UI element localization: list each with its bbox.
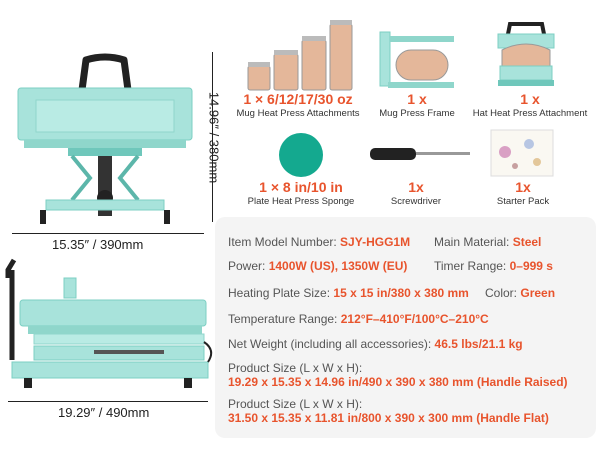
sponge-icon: [277, 131, 325, 179]
accessory-qty: 1 × 6/12/17/30 oz: [243, 91, 353, 107]
spec-power: [228, 259, 407, 273]
accessory-name: Hat Heat Press Attachment: [472, 108, 588, 119]
heat-press-side-view: [4, 250, 214, 400]
spec-color: [485, 286, 555, 300]
spec-label: Heating Plate Size:: [228, 286, 331, 300]
starter-pack-icon: [489, 128, 555, 178]
side-width-label: 19.29″ / 490mm: [58, 405, 150, 420]
accessory-name: Starter Pack: [496, 196, 550, 207]
spec-value: 46.5 lbs/21.1 kg: [434, 337, 523, 351]
spec-value: 15 x 15 in/380 x 380 mm: [333, 286, 469, 300]
accessory-mug-attachments: [228, 92, 368, 119]
spec-value: Steel: [512, 235, 542, 249]
accessory-name: Mug Press Frame: [379, 108, 455, 119]
screwdriver-icon: [368, 144, 474, 164]
accessory-starter-pack: [478, 180, 568, 207]
accessory-name: Mug Heat Press Attachments: [236, 108, 360, 119]
accessory-sponge: [236, 180, 366, 207]
accessory-screwdriver: [376, 180, 456, 207]
spec-label: Temperature Range:: [228, 312, 338, 326]
hat-attachment-icon: [490, 20, 562, 90]
front-width-line: [12, 233, 204, 234]
spec-value: 19.29 x 15.35 x 14.96 in/490 x 390 x 380 mm (Handle Raised): [228, 375, 568, 389]
spec-label: Item Model Number:: [228, 235, 337, 249]
accessory-qty: 1 x: [407, 91, 427, 107]
spec-label: Main Material:: [434, 235, 510, 249]
spec-material: [434, 235, 541, 249]
accessory-qty: 1 × 8 in/10 in: [259, 179, 343, 195]
accessory-qty: 1x: [515, 179, 531, 195]
spec-value: 31.50 x 15.35 x 11.81 in/800 x 390 x 300 mm (Handle Flat): [228, 411, 549, 425]
mug-press-frame-icon: [374, 28, 460, 90]
spec-value: 212°F–410°F/100°C–210°C: [340, 312, 489, 326]
spec-weight: [228, 337, 523, 351]
spec-value: SJY-HGG1M: [340, 235, 411, 249]
front-width-label: 15.35″ / 390mm: [52, 237, 144, 252]
spec-value: 1400W (US), 1350W (EU): [268, 259, 408, 273]
spec-size-flat: [228, 411, 549, 425]
spec-timer: [434, 259, 553, 273]
spec-label: Timer Range:: [434, 259, 507, 273]
spec-label: Net Weight (including all accessories):: [228, 337, 432, 351]
accessory-mug-frame: [362, 92, 472, 119]
accessory-name: Plate Heat Press Sponge: [247, 196, 355, 207]
spec-value: 0–999 s: [509, 259, 553, 273]
spec-model: [228, 235, 410, 249]
spec-size-raised: [228, 375, 568, 389]
spec-label: Color:: [485, 286, 518, 300]
accessory-name: Screwdriver: [390, 196, 442, 207]
spec-value: Green: [520, 286, 556, 300]
spec-size-raised-label: Product Size (L x W x H):: [228, 361, 363, 375]
accessory-qty: 1 x: [520, 91, 540, 107]
accessory-qty: 1x: [408, 179, 424, 195]
mug-attachments-icon: [244, 14, 356, 92]
front-height-label: 14.96″ / 380mm: [206, 91, 222, 184]
spec-label: Power:: [228, 259, 266, 273]
spec-plate: [228, 286, 469, 300]
side-width-line: [8, 401, 208, 402]
spec-size-flat-label: Product Size (L x W x H):: [228, 397, 363, 411]
accessory-hat-attachment: [462, 92, 598, 119]
spec-temperature: [228, 312, 489, 326]
heat-press-front-view: [10, 48, 200, 228]
